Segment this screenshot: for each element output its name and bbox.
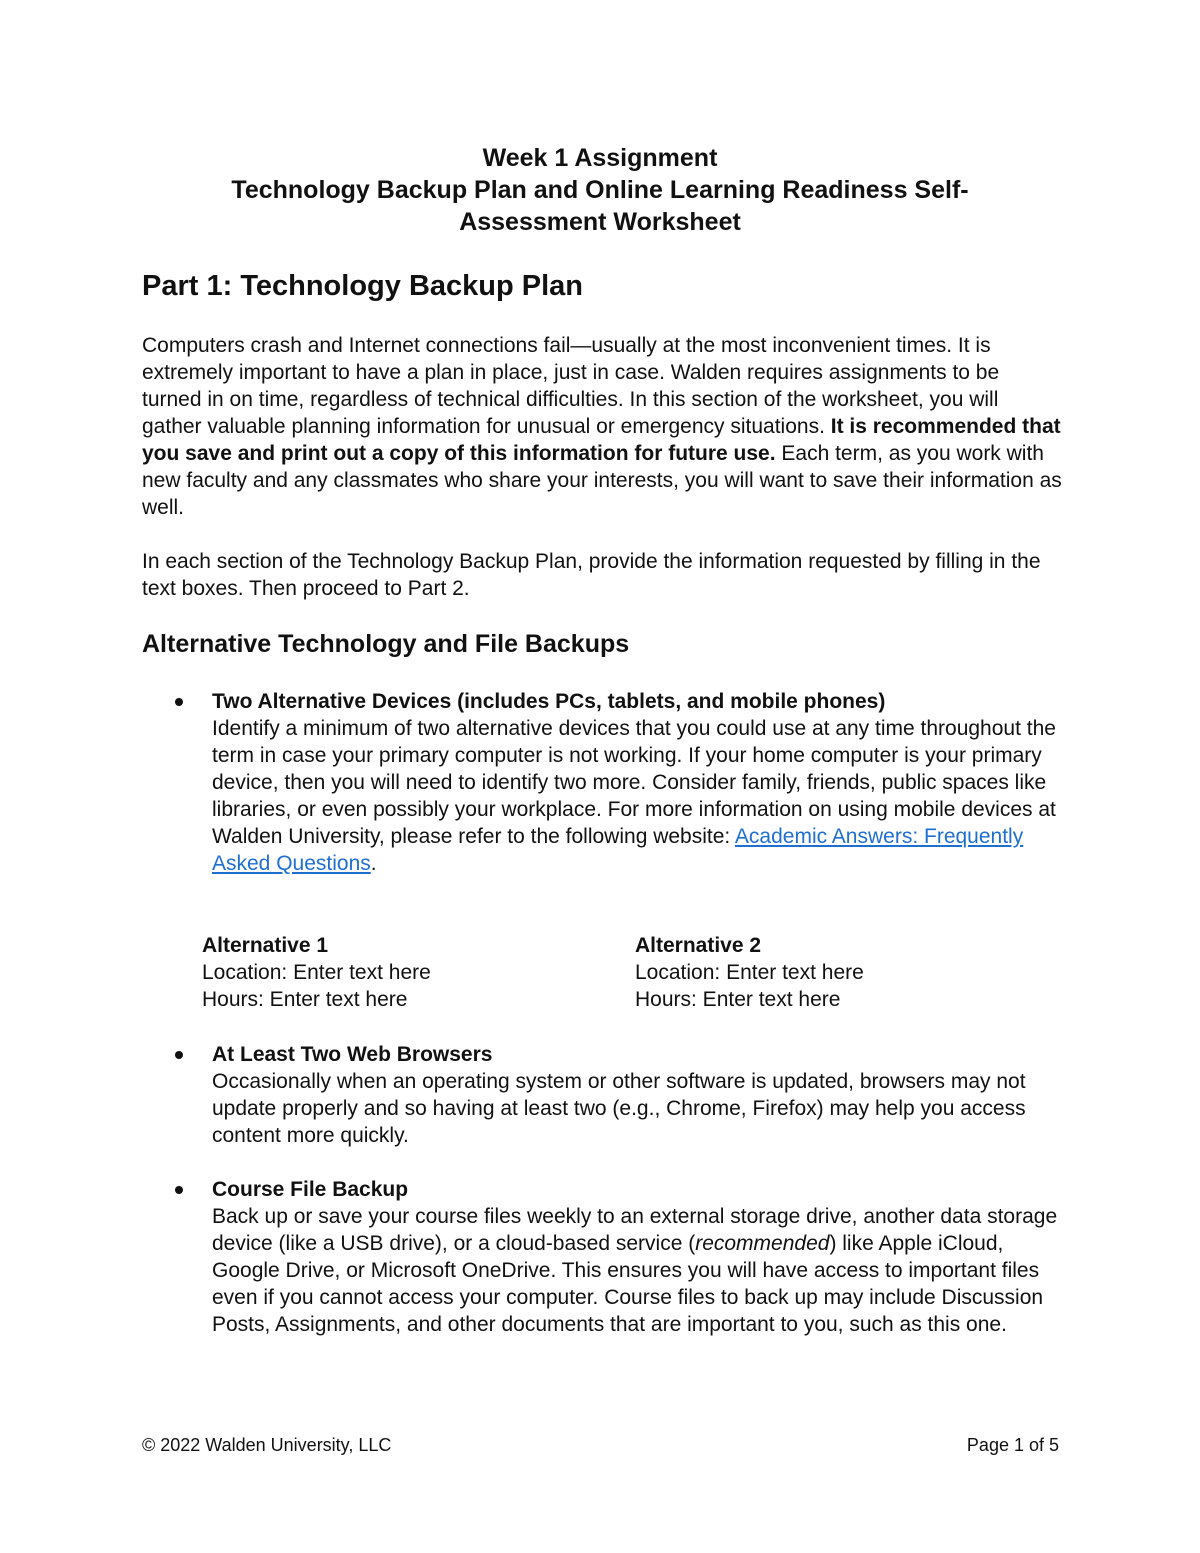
part-1-heading: Part 1: Technology Backup Plan bbox=[142, 270, 584, 302]
alternative-1-location[interactable]: Location: Enter text here bbox=[202, 961, 431, 984]
alternative-2-heading: Alternative 2 bbox=[635, 934, 762, 957]
intro-bold-text: It is recommended that you save and print out a copy of this information for future use. bbox=[142, 415, 1061, 465]
alternative-2-hours[interactable]: Hours: Enter text here bbox=[635, 988, 841, 1011]
list-item-browsers bbox=[212, 1041, 1072, 1149]
bullet-icon bbox=[175, 1186, 183, 1194]
title-line-1: Week 1 Assignment bbox=[482, 144, 718, 172]
browsers-text: Occasionally when an operating system or other software is updated, browsers may not update properly and so having at least two (e.g., Chrome, Firefox) may help you access content more quickly. bbox=[212, 1070, 1026, 1147]
footer-page-number: Page 1 of 5 bbox=[966, 1435, 1059, 1455]
backup-title: Course File Backup bbox=[212, 1178, 409, 1201]
document-title bbox=[140, 142, 1060, 238]
list-item-backup bbox=[212, 1176, 1072, 1338]
alternative-1 bbox=[202, 932, 431, 1013]
instructions-paragraph: In each section of the Technology Backup Plan, provide the information requested by filling in the text boxes. Then proceed to Part 2. bbox=[142, 550, 1041, 600]
section-heading: Alternative Technology and File Backups bbox=[142, 630, 630, 658]
backup-text-end: ) like Apple iCloud, Google Drive, or Microsoft OneDrive. This ensures you will have access to important files even if you cannot access your computer. Course files to back up may include Discussion Posts, Assignments, and other documents that are important to you, such as this one. bbox=[212, 1232, 1044, 1336]
alternative-1-heading: Alternative 1 bbox=[202, 934, 329, 957]
browsers-title: At Least Two Web Browsers bbox=[212, 1043, 493, 1066]
devices-text: Identify a minimum of two alternative devices that you could use at any time throughout the term in case your primary computer is not working. If your home computer is your primary device, then you will need to identify two more. Consider family, friends, public spaces like libraries, or even possibly your workplace. For more information on using mobile devices at Walden University, please refer to the following website: bbox=[212, 717, 1056, 848]
devices-title: Two Alternative Devices (includes PCs, tablets, and mobile phones) bbox=[212, 690, 886, 713]
backup-italic-text: recommended bbox=[695, 1232, 830, 1255]
footer-copyright: © 2022 Walden University, LLC bbox=[142, 1435, 392, 1455]
alternative-2-location[interactable]: Location: Enter text here bbox=[635, 961, 864, 984]
devices-text-end: . bbox=[370, 852, 377, 875]
backup-text: Back up or save your course files weekly to an external storage drive, another data storage device (like a USB drive), or a cloud-based service ( bbox=[212, 1205, 1058, 1255]
intro-paragraph bbox=[142, 332, 1062, 521]
intro-text: Computers crash and Internet connections fail—usually at the most inconvenient times. It is extremely important to have a plan in place, just in case. Walden requires assignments to be turned in on time, regardless of technical difficulties. In this section of the worksheet, you will gather valuable planning information for unusual or emergency situations. bbox=[142, 334, 1000, 438]
academic-answers-link[interactable]: Academic Answers: Frequently Asked Questions bbox=[212, 825, 1024, 875]
title-line-2: Technology Backup Plan and Online Learning Readiness Self- bbox=[231, 176, 969, 204]
list-item-devices bbox=[212, 688, 1072, 877]
alternative-2 bbox=[635, 932, 864, 1013]
intro-text-end: Each term, as you work with new faculty and any classmates who share your interests, you will want to save their information as well. bbox=[142, 442, 1062, 519]
bullet-icon bbox=[175, 1051, 183, 1059]
bullet-icon bbox=[175, 698, 183, 706]
alternative-1-hours[interactable]: Hours: Enter text here bbox=[202, 988, 408, 1011]
title-line-3: Assessment Worksheet bbox=[459, 208, 741, 236]
